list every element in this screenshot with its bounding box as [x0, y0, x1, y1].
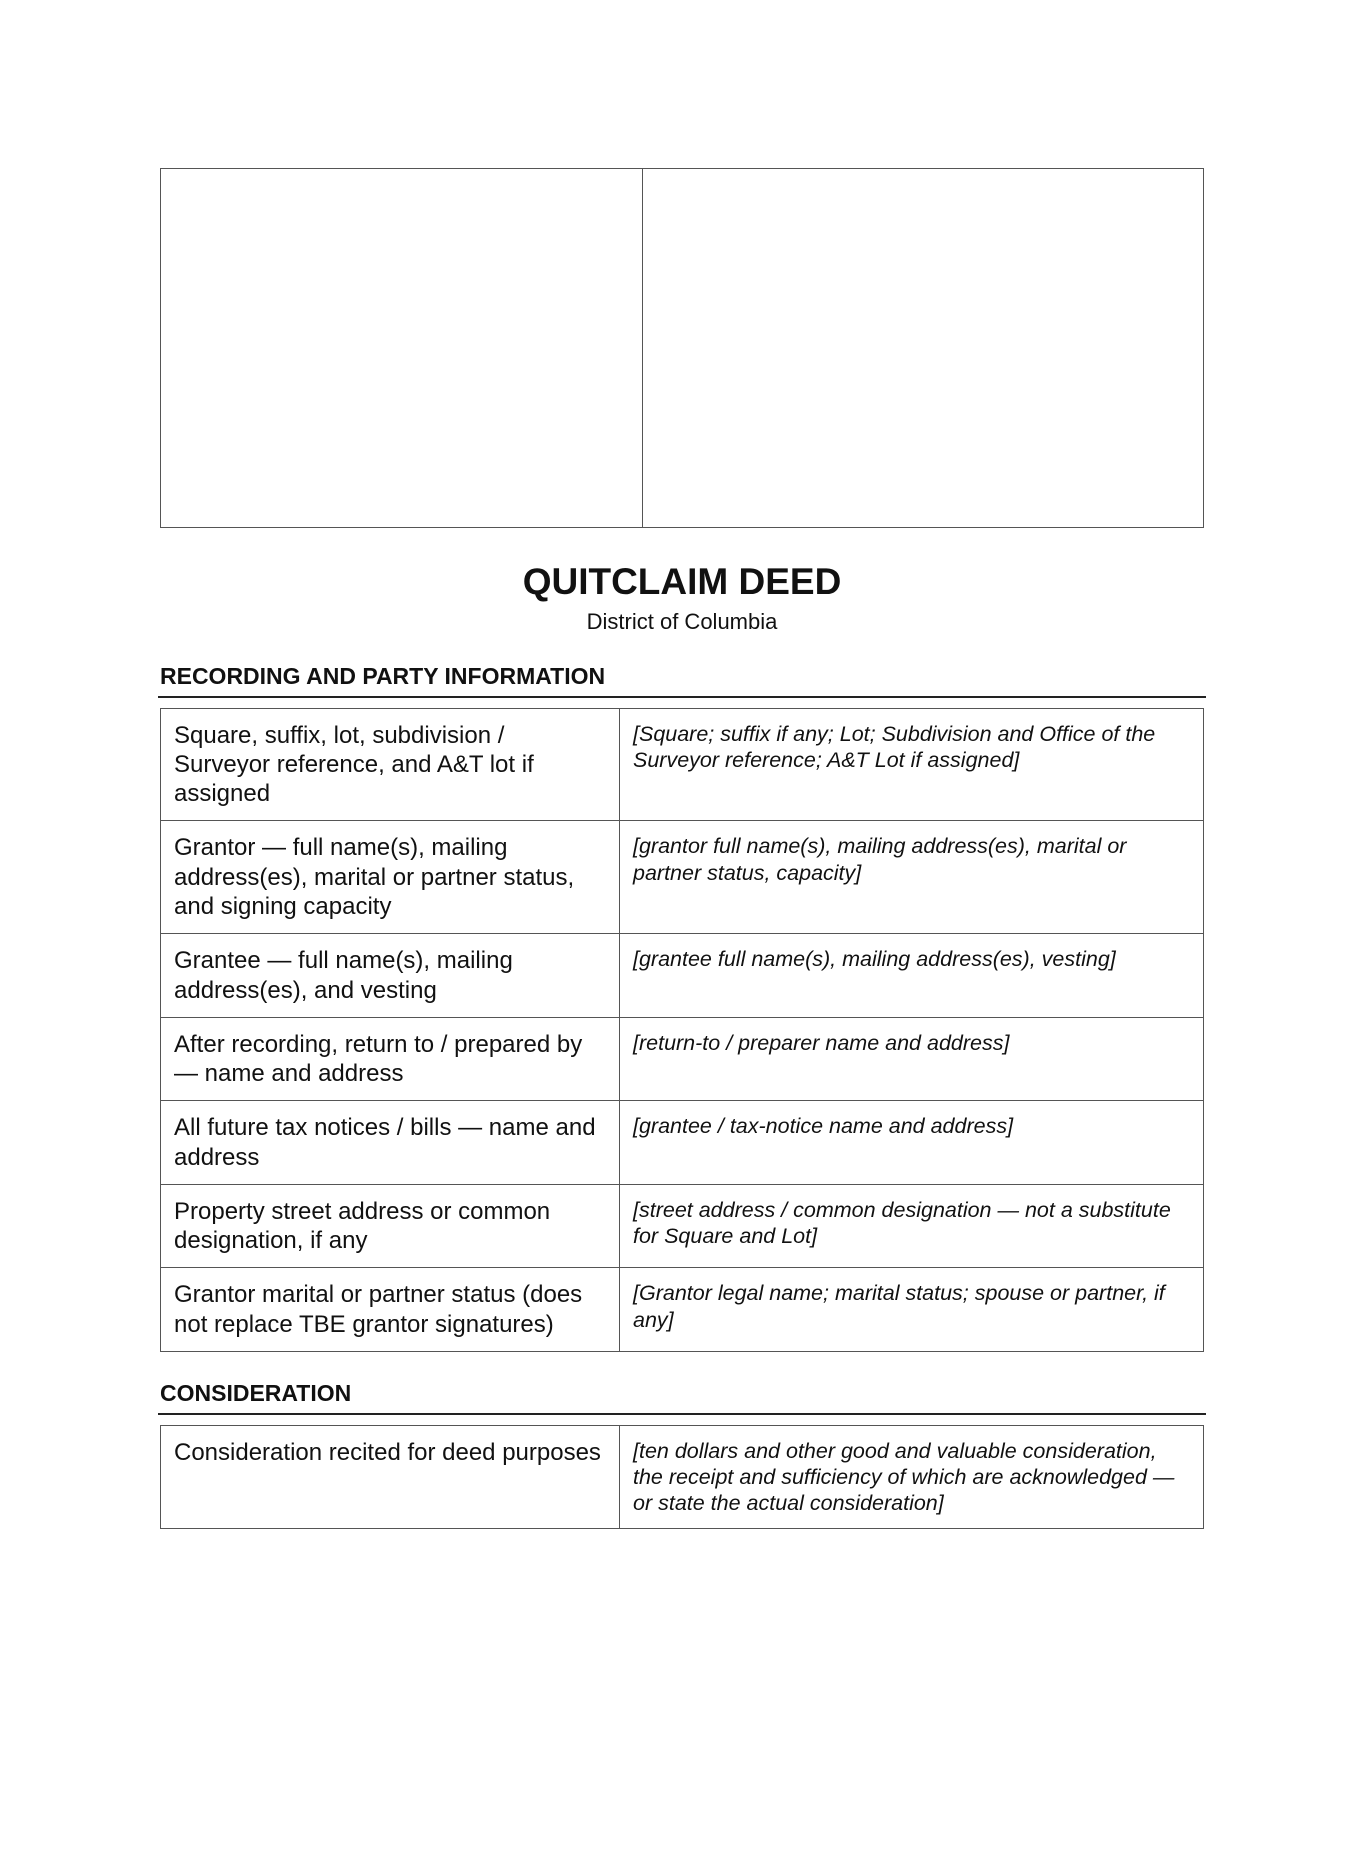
table-row: [161, 1268, 1204, 1352]
row-value-field[interactable]: [return-to / preparer name and address]: [620, 1017, 1204, 1101]
row-value-field[interactable]: [grantor full name(s), mailing address(es), marital or partner status, capacity]: [620, 821, 1204, 934]
row-label: Property street address or common designation, if any: [161, 1184, 620, 1268]
row-label: After recording, return to / prepared by — name and address: [161, 1017, 620, 1101]
table-row: [161, 934, 1204, 1018]
table-row: [161, 1425, 1204, 1529]
document-jurisdiction: District of Columbia: [586, 608, 778, 634]
row-label: Consideration recited for deed purposes: [161, 1425, 620, 1529]
document-title: QUITCLAIM DEED: [522, 561, 842, 602]
row-label: Square, suffix, lot, subdivision / Surveyor reference, and A&T lot if assigned: [161, 708, 620, 821]
row-label: Grantee — full name(s), mailing address(es), and vesting: [161, 934, 620, 1018]
recording-area-right: [643, 169, 1203, 527]
table-row: [161, 708, 1204, 821]
row-label: All future tax notices / bills — name and address: [161, 1101, 620, 1185]
row-value-field[interactable]: [grantee / tax-notice name and address]: [620, 1101, 1204, 1185]
row-value-field[interactable]: [Square; suffix if any; Lot; Subdivision and Office of the Surveyor reference; A&T Lot if assigned]: [620, 708, 1204, 821]
table-row: [161, 1184, 1204, 1268]
row-value-field[interactable]: [grantee full name(s), mailing address(es), vesting]: [620, 934, 1204, 1018]
table-row: [161, 821, 1204, 934]
deed-page: [160, 168, 1204, 1529]
recording-party-table: [160, 708, 1204, 1352]
consideration-table: [160, 1425, 1204, 1530]
recording-area-left: [161, 169, 643, 527]
table-row: [161, 1101, 1204, 1185]
row-label: Grantor — full name(s), mailing address(es), marital or partner status, and signing capacity: [161, 821, 620, 934]
table-row: [161, 1017, 1204, 1101]
row-value-field[interactable]: [street address / common designation — not a substitute for Square and Lot]: [620, 1184, 1204, 1268]
row-value-field[interactable]: [Grantor legal name; marital status; spouse or partner, if any]: [620, 1268, 1204, 1352]
section-heading-consideration: CONSIDERATION: [158, 1380, 1206, 1415]
row-label: Grantor marital or partner status (does not replace TBE grantor signatures): [161, 1268, 620, 1352]
row-value-field[interactable]: [ten dollars and other good and valuable consideration, the receipt and sufficiency of which are acknowledged — or state the actual consideration]: [620, 1425, 1204, 1529]
recording-area-box: [160, 168, 1204, 528]
section-heading-recording: RECORDING AND PARTY INFORMATION: [158, 663, 1206, 698]
